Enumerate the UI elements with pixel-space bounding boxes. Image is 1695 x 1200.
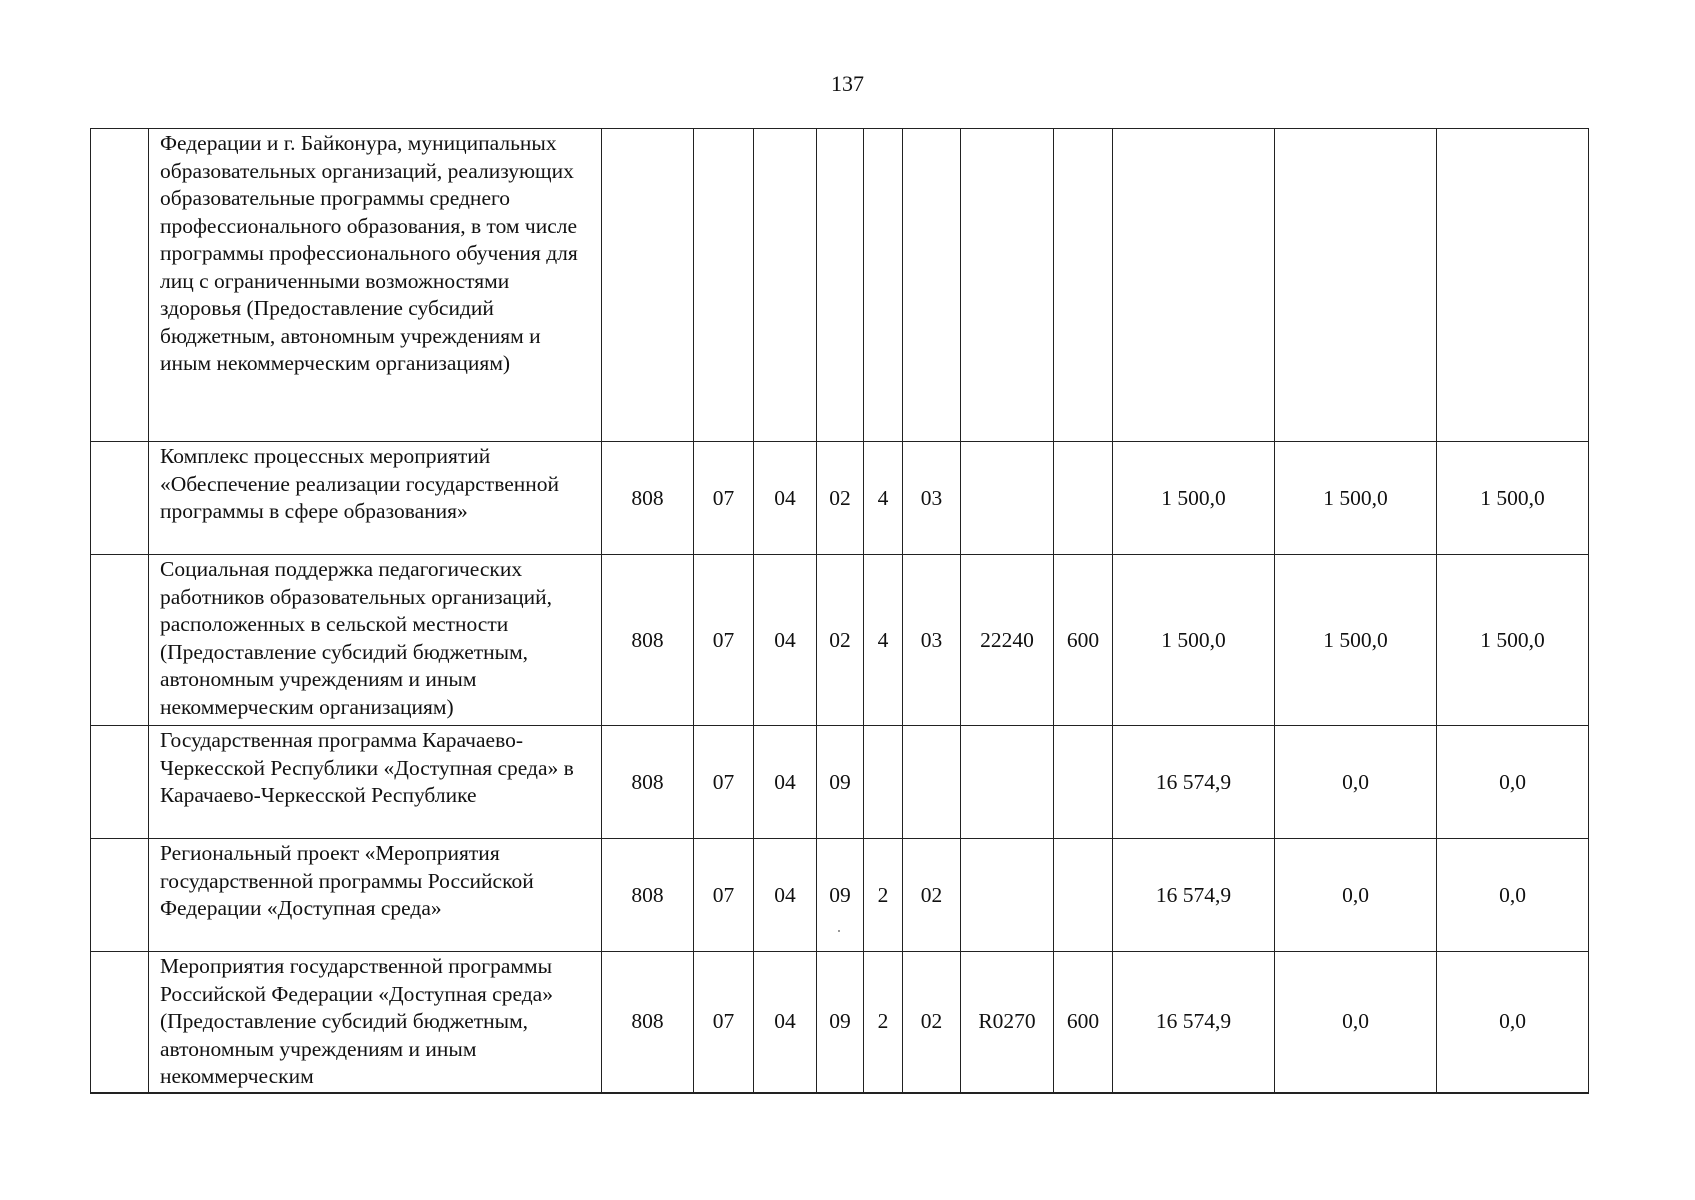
code-section: 07 bbox=[694, 442, 754, 555]
amount-year-2: 1 500,0 bbox=[1275, 442, 1437, 555]
table-row bbox=[91, 129, 1589, 442]
page-number: 137 bbox=[831, 71, 864, 96]
code-structural: 03 bbox=[903, 555, 961, 726]
table-row bbox=[91, 442, 1589, 555]
table-row bbox=[91, 726, 1589, 839]
row-name: Мероприятия государственной программы Российской Федерации «Доступная среда» (Предоставление субсидий бюджетным, автономным учреждениям и иным некоммерческим bbox=[149, 952, 602, 1093]
amount-year-1: 1 500,0 bbox=[1113, 442, 1275, 555]
scan-speck bbox=[838, 930, 840, 932]
code-program: 09 bbox=[817, 839, 864, 952]
code-program: 09 bbox=[817, 726, 864, 839]
amount-year-1: 16 574,9 bbox=[1113, 952, 1275, 1093]
amount-year-2: 0,0 bbox=[1275, 952, 1437, 1093]
code-section: 07 bbox=[694, 555, 754, 726]
amount-year-2: 0,0 bbox=[1275, 839, 1437, 952]
code-ministry bbox=[602, 129, 694, 442]
amount-year-3: 1 500,0 bbox=[1437, 555, 1589, 726]
row-name: Федерации и г. Байконура, муниципальных образовательных организаций, реализующих образовательные программы среднего профессионального образования, в том числе программы профессионального обучения для лиц с ограниченными возможностями здоровья (Предоставление субсидий бюджетным, автономным учреждениям и иным некоммерческим организациям) bbox=[149, 129, 602, 442]
code-ministry: 808 bbox=[602, 839, 694, 952]
code-subsection: 04 bbox=[754, 952, 817, 1093]
code-expense-type bbox=[1054, 726, 1113, 839]
code-direction bbox=[961, 129, 1054, 442]
row-number-cell bbox=[91, 129, 149, 442]
code-subsection: 04 bbox=[754, 555, 817, 726]
code-type bbox=[864, 726, 903, 839]
code-expense-type bbox=[1054, 442, 1113, 555]
amount-year-3: 0,0 bbox=[1437, 726, 1589, 839]
code-direction: R0270 bbox=[961, 952, 1054, 1093]
row-number-cell bbox=[91, 839, 149, 952]
row-name: Социальная поддержка педагогических работников образовательных организаций, расположенных в сельской местности (Предоставление субсидий бюджетным, автономным учреждениям и иным некоммерческим организациям) bbox=[149, 555, 602, 726]
code-subsection: 04 bbox=[754, 726, 817, 839]
code-expense-type: 600 bbox=[1054, 555, 1113, 726]
budget-table bbox=[90, 128, 1589, 1094]
code-type: 2 bbox=[864, 839, 903, 952]
code-ministry: 808 bbox=[602, 555, 694, 726]
code-ministry: 808 bbox=[602, 442, 694, 555]
code-type bbox=[864, 129, 903, 442]
row-name: Региональный проект «Мероприятия государственной программы Российской Федерации «Доступная среда» bbox=[149, 839, 602, 952]
code-section: 07 bbox=[694, 726, 754, 839]
amount-year-2 bbox=[1275, 129, 1437, 442]
code-structural: 03 bbox=[903, 442, 961, 555]
code-ministry: 808 bbox=[602, 726, 694, 839]
code-direction bbox=[961, 839, 1054, 952]
code-subsection: 04 bbox=[754, 839, 817, 952]
amount-year-1: 16 574,9 bbox=[1113, 839, 1275, 952]
amount-year-3 bbox=[1437, 129, 1589, 442]
code-direction: 22240 bbox=[961, 555, 1054, 726]
code-program bbox=[817, 129, 864, 442]
code-direction bbox=[961, 442, 1054, 555]
amount-year-1: 1 500,0 bbox=[1113, 555, 1275, 726]
code-direction bbox=[961, 726, 1054, 839]
table-row bbox=[91, 839, 1589, 952]
table-row bbox=[91, 555, 1589, 726]
code-subsection: 04 bbox=[754, 442, 817, 555]
code-expense-type bbox=[1054, 839, 1113, 952]
row-number-cell bbox=[91, 726, 149, 839]
code-section: 07 bbox=[694, 952, 754, 1093]
code-type: 2 bbox=[864, 952, 903, 1093]
code-program: 02 bbox=[817, 442, 864, 555]
code-section: 07 bbox=[694, 839, 754, 952]
code-program: 02 bbox=[817, 555, 864, 726]
row-number-cell bbox=[91, 555, 149, 726]
amount-year-3: 1 500,0 bbox=[1437, 442, 1589, 555]
code-structural: 02 bbox=[903, 952, 961, 1093]
amount-year-1: 16 574,9 bbox=[1113, 726, 1275, 839]
row-name: Комплекс процессных мероприятий «Обеспечение реализации государственной программы в сфере образования» bbox=[149, 442, 602, 555]
amount-year-1 bbox=[1113, 129, 1275, 442]
amount-year-2: 1 500,0 bbox=[1275, 555, 1437, 726]
code-section bbox=[694, 129, 754, 442]
code-expense-type: 600 bbox=[1054, 952, 1113, 1093]
code-program: 09 bbox=[817, 952, 864, 1093]
code-type: 4 bbox=[864, 555, 903, 726]
code-subsection bbox=[754, 129, 817, 442]
amount-year-3: 0,0 bbox=[1437, 952, 1589, 1093]
row-number-cell bbox=[91, 442, 149, 555]
amount-year-3: 0,0 bbox=[1437, 839, 1589, 952]
amount-year-2: 0,0 bbox=[1275, 726, 1437, 839]
code-structural bbox=[903, 129, 961, 442]
code-type: 4 bbox=[864, 442, 903, 555]
code-ministry: 808 bbox=[602, 952, 694, 1093]
row-number-cell bbox=[91, 952, 149, 1093]
code-structural bbox=[903, 726, 961, 839]
table-row bbox=[91, 952, 1589, 1093]
row-name: Государственная программа Карачаево-Черкесской Республики «Доступная среда» в Карачаево-Черкесской Республике bbox=[149, 726, 602, 839]
code-expense-type bbox=[1054, 129, 1113, 442]
code-structural: 02 bbox=[903, 839, 961, 952]
